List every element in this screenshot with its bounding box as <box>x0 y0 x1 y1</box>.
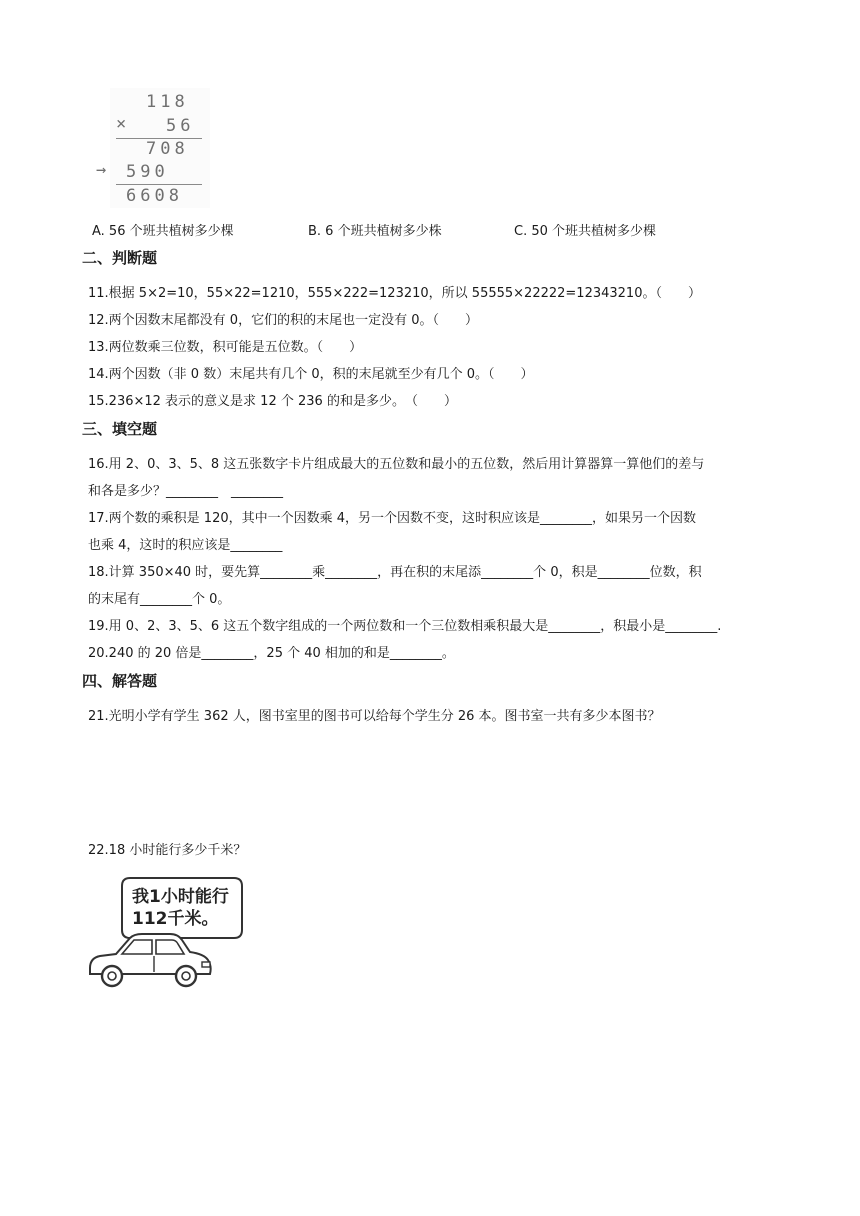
car-illustration <box>86 874 246 996</box>
question-14: 14.两个因数（非 0 数）末尾共有几个 0，积的末尾就至少有几个 0。（ ） <box>88 367 534 382</box>
section-heading-judgement: 二、判断题 <box>82 249 158 267</box>
option-c: C. 50 个班共植树多少棵 <box>514 224 657 239</box>
rule-2 <box>116 184 202 185</box>
question-13: 13.两位数乘三位数，积可能是五位数。（ ） <box>88 340 363 355</box>
question-19: 19.用 0、2、3、5、6 这五个数字组成的一个两位数和一个三位数相乘积最大是________，积最小是________. <box>88 619 722 634</box>
question-21: 21.光明小学有学生 362 人，图书室里的图书可以给每个学生分 26 本。图书室一共有多少本图书？ <box>88 709 661 724</box>
question-16-line-2: 和各是多少？________ ________ <box>88 484 284 499</box>
multiplicand: 118 <box>146 92 189 112</box>
question-18-line-2: 的末尾有________个 0。 <box>88 592 231 607</box>
question-18-line-1: 18.计算 350×40 时，要先算________乘________，再在积的末尾添________个 0，积是________位数，积 <box>88 565 702 580</box>
times-sign: × <box>116 114 131 134</box>
arrow-icon: → <box>96 160 111 180</box>
final-product: 6608 <box>126 186 183 206</box>
question-17-line-1: 17.两个数的乘积是 120，其中一个因数乘 4，另一个因数不变，这时积应该是________，如果另一个因数 <box>88 511 697 526</box>
section-heading-fill-blank: 三、填空题 <box>82 420 158 438</box>
section-heading-solve: 四、解答题 <box>82 672 158 690</box>
multiplier: 56 <box>166 116 195 136</box>
question-12: 12.两个因数末尾都没有 0，它们的积的末尾也一定没有 0。（ ） <box>88 313 478 328</box>
partial-product-1: 708 <box>146 139 189 159</box>
speech-bubble-line-2: 112千米。 <box>132 909 219 929</box>
partial-product-2: 590 <box>126 162 169 182</box>
question-16-line-1: 16.用 2、0、3、5、8 这五张数字卡片组成最大的五位数和最小的五位数，然后用计算器算一算他们的差与 <box>88 457 705 472</box>
question-15: 15.236×12 表示的意义是求 12 个 236 的和是多少。 （ ） <box>88 394 457 409</box>
question-22: 22.18 小时能行多少千米？ <box>88 843 247 858</box>
question-20: 20.240 的 20 倍是________，25 个 40 相加的和是________。 <box>88 646 455 661</box>
option-b: B. 6 个班共植树多少株 <box>308 224 442 239</box>
vertical-multiplication-figure <box>96 88 210 208</box>
speech-bubble-line-1: 我1小时能行 <box>132 887 229 907</box>
question-17-line-2: 也乘 4，这时的积应该是________ <box>88 538 283 553</box>
question-11: 11.根据 5×2=10，55×22=1210，555×222=123210，所以 55555×22222=12343210。（ ） <box>88 286 701 301</box>
option-a: A. 56 个班共植树多少棵 <box>92 224 234 239</box>
